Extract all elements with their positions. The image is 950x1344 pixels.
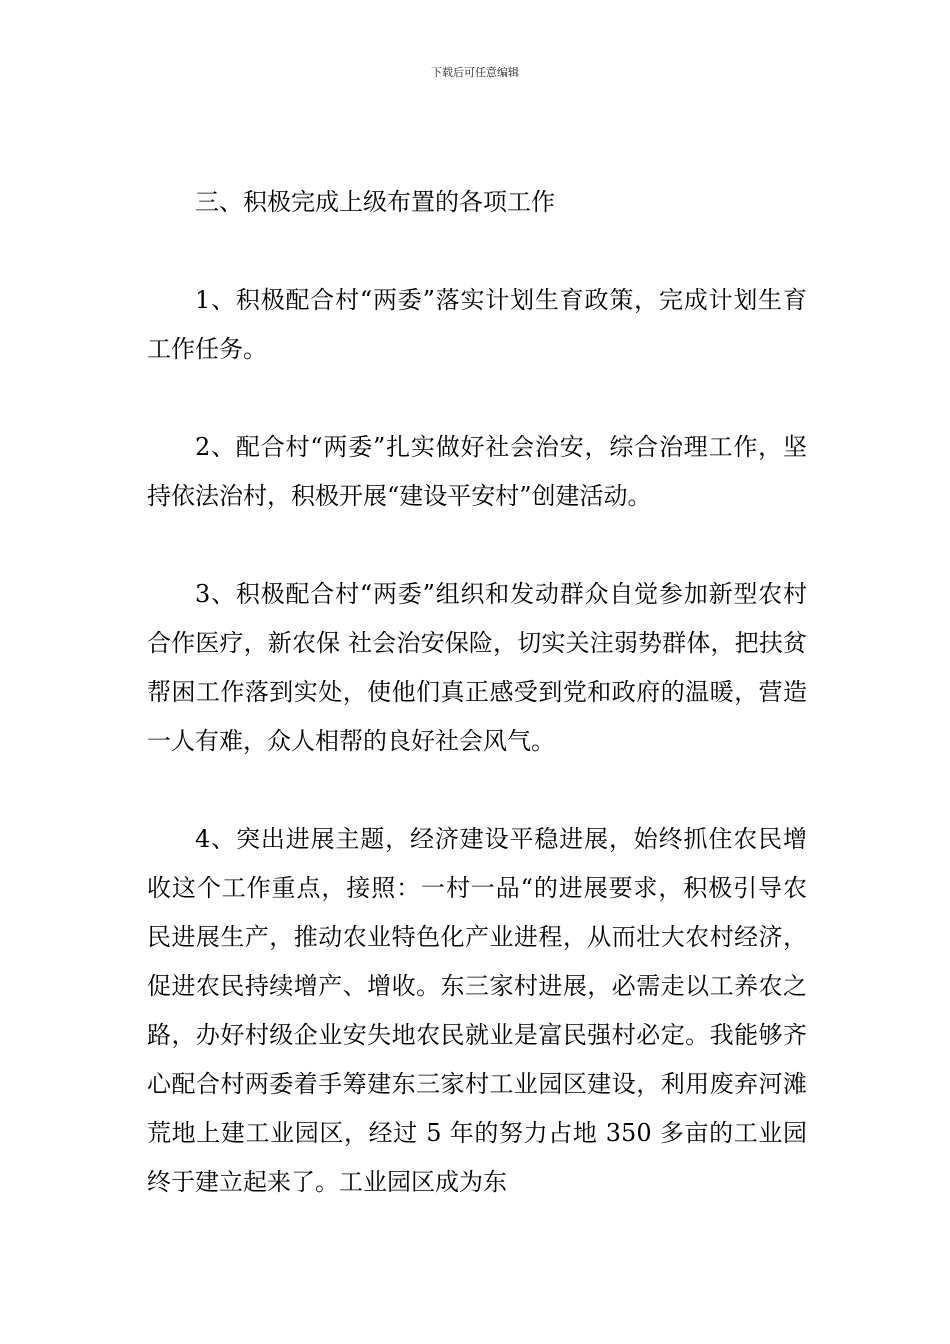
paragraph-spacer	[147, 227, 807, 276]
paragraph-item-4: 4、突出进展主题，经济建设平稳进展，始终抓住农民增收这个工作重点，接照：一村一品“的进展要求，积极引导农民进展生产，推动农业特色化产业进程，从而壮大农村经济，促进农民持续增产、增收。东三家村进展，必需走以工养农之路，办好村级企业安失地农民就业是富民强村必定。我能够齐心配合村两委着手筹建东三家村工业园区建设，利用废弃河滩荒地上建工业园区，经过 5 年的努力占地 350 多亩的工业园终于建立起来了。工业园区成为东	[147, 825, 807, 1196]
document-body	[147, 178, 807, 1207]
page-header-note: 下载后可任意编辑	[431, 66, 519, 79]
paragraph-spacer	[147, 374, 807, 423]
paragraph-item-3: 3、积极配合村“两委”组织和发动群众自觉参加新型农村合作医疗，新农保 社会治安保险，切实关注弱势群体，把扶贫帮困工作落到实处，使他们真正感受到党和政府的温暖，营造一人有难，众人相帮的良好社会风气。	[147, 580, 807, 755]
paragraph-item-1: 1、积极配合村“两委”落实计划生育政策，完成计划生育工作任务。	[147, 286, 807, 363]
paragraph-spacer	[147, 766, 807, 815]
section-heading: 三、积极完成上级布置的各项工作	[195, 188, 555, 216]
paragraph-item-2: 2、配合村“两委”扎实做好社会治安，综合治理工作，坚持依法治村，积极开展“建设平安村”创建活动。	[147, 433, 807, 510]
paragraph-spacer	[147, 521, 807, 570]
